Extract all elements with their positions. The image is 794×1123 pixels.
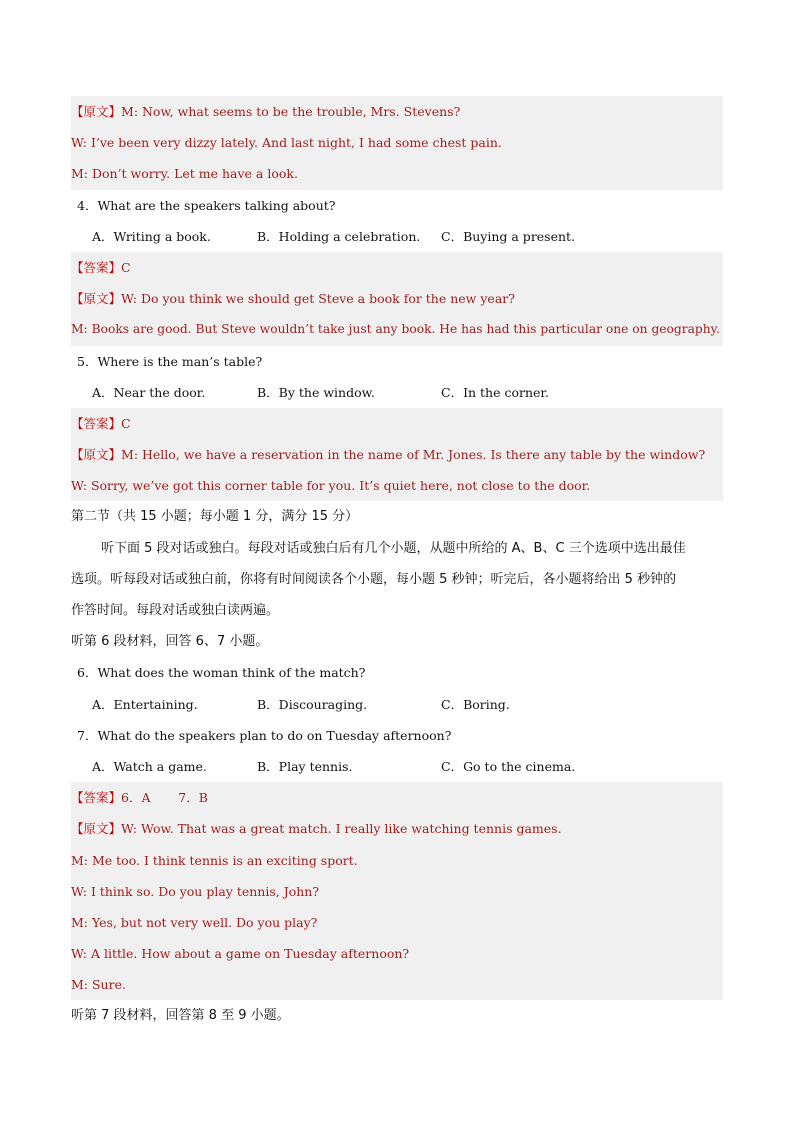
instructions-line: 作答时间。每段对话或独白读两遍。 <box>71 603 280 618</box>
option-c: C．Boring. <box>441 696 510 712</box>
answer-value: C <box>121 259 131 275</box>
option-c: C．In the corner. <box>441 384 549 400</box>
option-b: B．Play tennis. <box>257 758 353 774</box>
instructions-line: 听下面 5 段对话或独白。每段对话或独白后有几个小题，从题中所给的 A、B、C 三个选项中选出最佳 <box>101 540 686 556</box>
transcript-line: M: Sure. <box>71 969 723 1000</box>
option-c: C．Go to the cinema. <box>441 758 576 774</box>
transcript-text: M: Hello, we have a reservation in the name of Mr. Jones. Is there any table by the window? <box>121 447 706 463</box>
transcript-text: W: Wow. That was a great match. I really like watching tennis games. <box>121 821 562 837</box>
option-b: B．By the window. <box>257 384 375 400</box>
answer-tag: 【答案】 <box>71 415 122 431</box>
instructions-line: 选项。听每段对话或独白前，你将有时间阅读各个小题，每小题 5 秒钟；听完后，各小题将给出 5 秒钟的 <box>71 571 677 587</box>
question-5-options <box>71 377 723 408</box>
transcript-text: W: Do you think we should get Steve a book for the new year? <box>121 291 515 307</box>
answer-tag: 【答案】 <box>71 259 122 275</box>
section-heading: 第二节（共 15 小题；每小题 1 分，满分 15 分） <box>71 509 359 525</box>
transcript-tag: 【原文】 <box>71 821 122 837</box>
option-a: A．Near the door. <box>92 384 206 400</box>
question-5-stem: 5．Where is the man’s table? <box>77 353 263 369</box>
transcript-line: W: I’ve been very dizzy lately. And last night, I had some chest pain. <box>71 127 723 158</box>
transcript-line: M: Don’t worry. Let me have a look. <box>71 158 723 189</box>
document-page <box>71 96 723 1032</box>
material-heading: 听第 7 段材料，回答第 8 至 9 小题。 <box>71 1008 290 1024</box>
answer-line <box>71 782 723 813</box>
question-7-stem: 7．What do the speakers plan to do on Tuesday afternoon? <box>77 727 452 743</box>
transcript-tag: 【原文】 <box>71 104 122 119</box>
transcript-line <box>71 439 723 470</box>
material-heading: 听第 6 段材料，回答 6、7 小题。 <box>71 634 269 650</box>
transcript-tag: 【原文】 <box>71 291 122 307</box>
question-6-options <box>71 689 723 720</box>
answer-value: 6．A 7．B <box>121 790 208 806</box>
transcript-text: M: Now, what seems to be the trouble, Mrs. Stevens? <box>121 104 461 119</box>
transcript-line <box>71 96 723 127</box>
transcript-line: W: Sorry, we’ve got this corner table for you. It’s quiet here, not close to the door. <box>71 470 723 501</box>
transcript-line: M: Books are good. But Steve wouldn’t take just any book. He has had this particular one on geography. <box>71 314 723 345</box>
question-7-options <box>71 751 723 782</box>
option-a: A．Writing a book. <box>92 228 211 244</box>
answer-line <box>71 252 723 283</box>
question-6-stem: 6．What does the woman think of the match? <box>77 665 366 681</box>
option-a: A．Entertaining. <box>92 696 198 712</box>
transcript-line: W: I think so. Do you play tennis, John? <box>71 876 723 907</box>
transcript-tag: 【原文】 <box>71 447 122 463</box>
transcript-line <box>71 283 723 314</box>
transcript-line: M: Yes, but not very well. Do you play? <box>71 907 723 938</box>
option-b: B．Holding a celebration. <box>257 228 421 244</box>
question-4-stem: 4．What are the speakers talking about? <box>77 197 336 213</box>
answer-tag: 【答案】 <box>71 790 122 806</box>
transcript-line <box>71 813 723 844</box>
transcript-line: W: A little. How about a game on Tuesday afternoon? <box>71 938 723 969</box>
transcript-line: M: Me too. I think tennis is an exciting sport. <box>71 845 723 876</box>
option-c: C．Buying a present. <box>441 228 576 244</box>
option-a: A．Watch a game. <box>92 758 207 774</box>
answer-line <box>71 408 723 439</box>
question-4-options <box>71 221 723 252</box>
answer-value: C <box>121 415 131 431</box>
option-b: B．Discouraging. <box>257 696 368 712</box>
